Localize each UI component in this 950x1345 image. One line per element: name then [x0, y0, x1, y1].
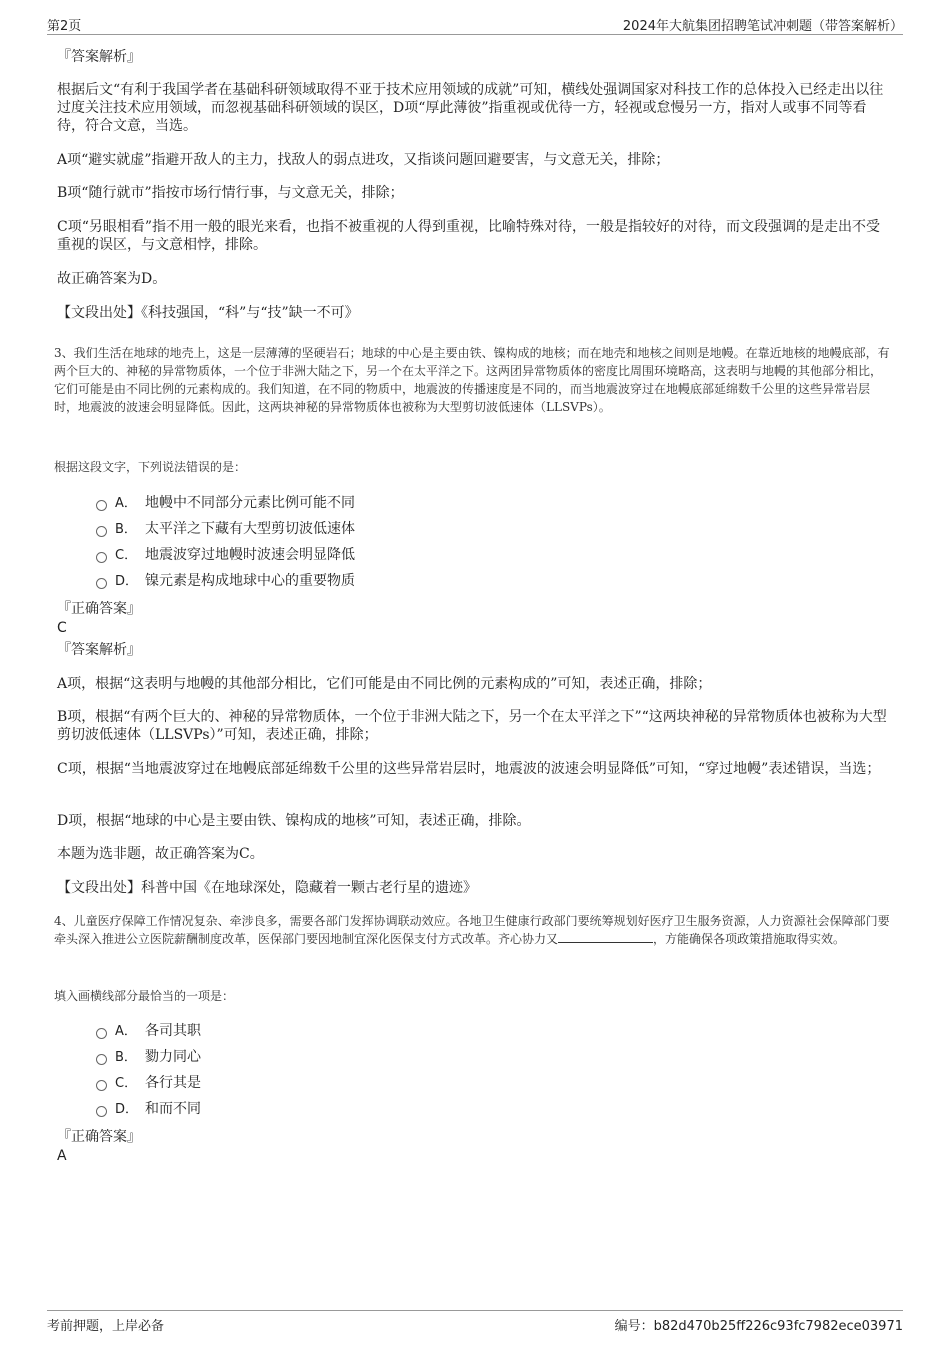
footer-slogan: 考前押题，上岸必备 — [47, 1319, 165, 1334]
radio-icon[interactable] — [96, 1028, 107, 1039]
q3-analysis-b: B项，根据“有两个巨大的、神秘的异常物质体，一个位于非洲大陆之下，另一个在太平洋之下”“这两块神秘的异常物质体也被称为大型剪切波低速体（LLSVPs）”可知，表述正确，排除； — [57, 709, 887, 743]
q4-option-b[interactable]: B． 勠力同心 — [96, 1048, 201, 1067]
radio-icon[interactable] — [96, 1054, 107, 1065]
q2-analysis-label: 『答案解析』 — [57, 49, 141, 65]
q3-analysis-a: A项，根据“这表明与地幔的其他部分相比，它们可能是由不同比例的元素构成的”可知，表述正确，排除； — [57, 676, 712, 692]
q2-analysis-p2: A项“避实就虚”指避开敌人的主力，找敌人的弱点进攻，又指谈问题回避要害，与文意无关，排除； — [57, 152, 670, 168]
q4-option-c[interactable]: C． 各行其是 — [96, 1074, 201, 1093]
document-title: 2024年大航集团招聘笔试冲刺题（带答案解析） — [622, 19, 903, 34]
q2-analysis-p3: B项“随行就市”指按市场行情行事，与文意无关，排除； — [57, 185, 404, 201]
radio-icon[interactable] — [96, 1080, 107, 1091]
q3-answer-label: 『正确答案』 — [57, 601, 141, 617]
q3-prompt: 根据这段文字，下列说法错误的是： — [54, 460, 247, 474]
q4-stem: 4、儿童医疗保障工作情况复杂、牵涉良多，需要各部门发挥协调联动效应。各地卫生健康行政部门要统筹规划好医疗卫生服务资源，人力资源社会保障部门要牵头深入推进公立医院薪酬制度改革，医保部门要因地制宜深化医保支付方式改革。齐心协力又 ，方能确保各项政策措施取得实效。 — [54, 914, 890, 946]
q4-answer: A — [57, 1148, 67, 1164]
q3-analysis-c: C项，根据“当地震波穿过在地幔底部延绵数千公里的这些异常岩层时，地震波的波速会明显降低”可知，“穿过地幔”表述错误，当选； — [57, 761, 881, 777]
q3-stem: 3、我们生活在地球的地壳上，这是一层薄薄的坚硬岩石；地球的中心是主要由铁、镍构成的地核；而在地壳和地核之间则是地幔。在靠近地核的地幔底部，有两个巨大的、神秘的异常物质体，一个位于非洲大陆之下，另一个在太平洋之下。这两团异常物质体的密度比周围环境略高，这表明与地幔的其他部分相比，它们可能是由不同比例的元素构成的。我们知道，在不同的物质中，地震波的传播速度是不同的，而当地震波穿过在地幔底部延绵数千公里的这些异常岩层时，地震波的波速会明显降低。因此，这两块神秘的异常物质体也被称为大型剪切波低速体（LLSVPs）。 — [54, 346, 890, 414]
q3-option-a[interactable]: A． 地幔中不同部分元素比例可能不同 — [96, 494, 355, 513]
fill-blank — [558, 930, 653, 943]
q4-prompt: 填入画横线部分最恰当的一项是： — [54, 989, 235, 1003]
q3-analysis-d: D项，根据“地球的中心是主要由铁、镍构成的地核”可知，表述正确，排除。 — [57, 813, 531, 829]
q3-option-b[interactable]: B． 太平洋之下藏有大型剪切波低速体 — [96, 520, 355, 539]
page-footer — [47, 1310, 903, 1333]
page-header — [47, 14, 903, 35]
q2-conclusion: 故正确答案为D。 — [57, 271, 167, 287]
radio-icon[interactable] — [96, 526, 107, 537]
radio-icon[interactable] — [96, 578, 107, 589]
q2-analysis-p1: 根据后文“有利于我国学者在基础科研领域取得不亚于技术应用领域的成就”可知，横线处强调国家对科技工作的总体投入已经走出以往过度关注技术应用领域，而忽视基础科研领域的误区，D项“厚此薄彼”指重视或优待一方，轻视或怠慢另一方，指对人或事不同等看待，符合文意，当选。 — [57, 82, 884, 134]
q4-option-d[interactable]: D． 和而不同 — [96, 1100, 201, 1119]
radio-icon[interactable] — [96, 552, 107, 563]
q2-analysis-p4: C项“另眼相看”指不用一般的眼光来看，也指不被重视的人得到重视，比喻特殊对待，一般是指较好的对待，而文段强调的是走出不受重视的误区，与文意相悖，排除。 — [57, 219, 881, 253]
q4-answer-label: 『正确答案』 — [57, 1129, 141, 1145]
q2-source: 【文段出处】《科技强国，“科”与“技”缺一不可》 — [57, 305, 359, 321]
q3-analysis-label: 『答案解析』 — [57, 642, 141, 658]
radio-icon[interactable] — [96, 1106, 107, 1117]
q3-option-c[interactable]: C． 地震波穿过地幔时波速会明显降低 — [96, 546, 355, 565]
document-id: 编号：b82d470b25ff226c93fc7982ece03971 — [614, 1319, 903, 1334]
q3-conclusion: 本题为选非题，故正确答案为C。 — [57, 846, 264, 862]
page-number: 第2页 — [47, 19, 82, 34]
q3-answer: C — [57, 620, 67, 636]
q3-source: 【文段出处】科普中国《在地球深处，隐藏着一颗古老行星的遗迹》 — [57, 880, 477, 896]
radio-icon[interactable] — [96, 500, 107, 511]
q4-option-a[interactable]: A． 各司其职 — [96, 1022, 201, 1041]
q3-option-d[interactable]: D． 镍元素是构成地球中心的重要物质 — [96, 572, 355, 591]
